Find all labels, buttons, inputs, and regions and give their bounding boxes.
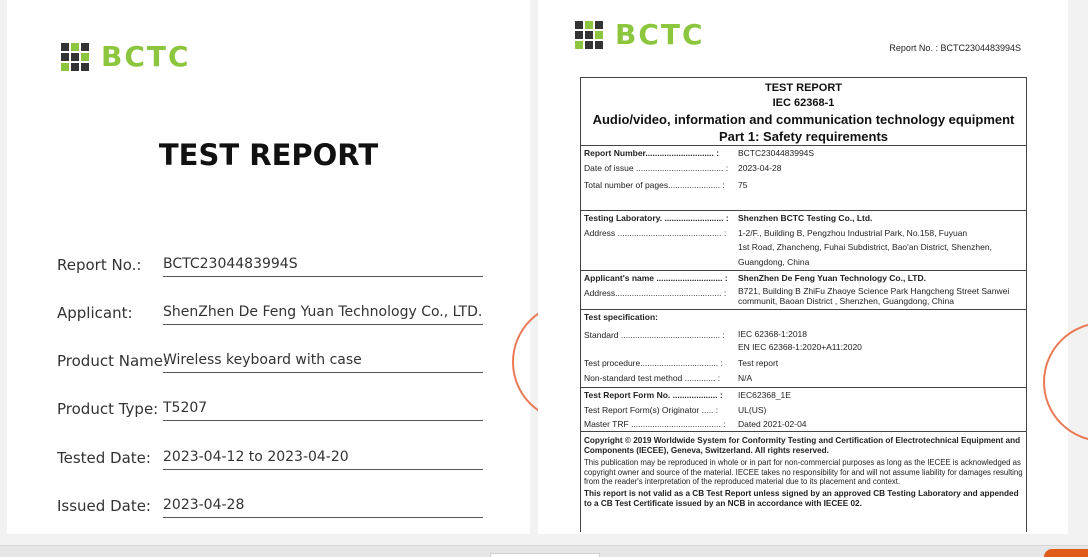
row-label: Standard .......................................... : xyxy=(584,330,725,340)
standard-line: EN IEC 62368-1:2020+A11:2020 xyxy=(738,342,862,352)
issued-date-field xyxy=(57,497,487,519)
field-value: Wireless keyboard with case xyxy=(163,352,483,373)
header-line: TEST REPORT xyxy=(764,82,842,94)
field-label: Applicant: xyxy=(57,304,133,322)
table-row xyxy=(581,211,1026,226)
corner-accent xyxy=(1044,549,1088,557)
row-value: Dated 2021-02-04 xyxy=(738,419,807,429)
trf-section xyxy=(581,388,1026,432)
standard-line: IEC 62368-1:2018 xyxy=(738,329,807,339)
row-value: Test report xyxy=(738,358,779,368)
field-value: 2023-04-12 to 2023-04-20 xyxy=(163,449,483,470)
address-line: 1-2/F., Building B, Pengzhou Industrial Park, No.158, Fuyuan xyxy=(738,227,968,238)
table-row xyxy=(581,271,1026,286)
header-line: Audio/video, information and communication technology equipment xyxy=(592,112,1015,127)
row-label: Report Number............................. : xyxy=(584,148,720,158)
row-label: Test Report Form No. ................... : xyxy=(584,390,723,400)
address-line: 1st Road, Zhancheng, Fuhai Subdistrict, Bao'an District, Shenzhen, xyxy=(738,242,992,252)
copyright-body: This publication may be reproduced in whole or in part for non-commercial purposes as long as the IECEE is acknowledged as copyright owner and source of the material. IECEE takes no responsibility for and will not assume liability for damages resulting from the reader's interpretation of the reproduced material due to its placement and context. xyxy=(584,458,1023,486)
address-line: Guangdong, China xyxy=(738,256,810,267)
row-value: IEC62368_1E xyxy=(738,390,791,400)
row-label: Date of issue ..................................... : xyxy=(584,162,729,173)
table-row xyxy=(581,356,1026,371)
row-label: Testing Laboratory. ......................... : xyxy=(584,213,729,223)
scrollbar-thumb[interactable] xyxy=(490,553,600,557)
row-value: BCTC2304483994S xyxy=(738,148,815,158)
header-line: Part 1: Safety requirements xyxy=(718,129,889,144)
field-label: Report No.: xyxy=(57,256,142,274)
lab-section xyxy=(581,211,1026,271)
validity-notice: This report is not valid as a CB Test Report unless signed by an approved CB Testing Laboratory and appended to a CB Test Certificate issued by an NCB in accordance with IECEE 02. xyxy=(584,488,1019,508)
field-label: Product Name: xyxy=(57,352,169,370)
copyright-section xyxy=(581,432,1026,509)
field-value: ShenZhen De Feng Yuan Technology Co., LTD. xyxy=(163,304,483,325)
table-row xyxy=(581,286,1026,308)
address-line: B721, Building B ZhiFu Zhaoye Science Park Hangcheng Street Sanwei xyxy=(738,285,1010,296)
row-value xyxy=(738,286,1023,306)
row-value xyxy=(738,226,1023,270)
table-row xyxy=(581,328,1026,356)
table-row xyxy=(581,388,1026,403)
bctc-logo xyxy=(61,40,191,73)
field-label: Product Type: xyxy=(57,400,159,418)
table-row xyxy=(581,371,1026,386)
test-spec-section xyxy=(581,310,1026,388)
row-label: Test Report Form(s) Originator ..... : xyxy=(584,404,719,415)
table-row xyxy=(581,403,1026,418)
row-value: ShenZhen De Feng Yuan Technology Co., LTD. xyxy=(738,273,926,283)
report-header xyxy=(581,78,1026,146)
field-label: Tested Date: xyxy=(57,449,151,467)
bctc-logo xyxy=(575,18,705,51)
address-line: communit, Baoan District , Shenzhen, Guangdong, China xyxy=(738,295,954,306)
report-page xyxy=(538,0,1068,534)
field-value: BCTC2304483994S xyxy=(163,256,483,277)
report-no-field xyxy=(57,256,487,278)
table-row xyxy=(581,310,1026,328)
applicant-field xyxy=(57,304,487,326)
row-label: Test procedure................................. : xyxy=(584,358,723,368)
report-number-header: Report No. : BCTC2304483994S xyxy=(889,43,1021,53)
row-label: Address............................................. : xyxy=(584,287,727,298)
bctc-logo-icon xyxy=(61,43,89,71)
row-label: Applicant's name ............................ : xyxy=(584,273,728,283)
table-row xyxy=(581,178,1026,193)
copyright-text xyxy=(581,432,1026,509)
product-type-field xyxy=(57,400,487,422)
section-title: Test specification: xyxy=(584,312,658,322)
row-value: Shenzhen BCTC Testing Co., Ltd. xyxy=(738,213,873,223)
row-label: Non-standard test method ............. : xyxy=(584,372,721,383)
table-row xyxy=(581,161,1026,178)
table-row xyxy=(581,226,1026,270)
row-value: 2023-04-28 xyxy=(738,162,782,173)
product-name-field xyxy=(57,352,487,374)
row-label: Address ............................................ : xyxy=(584,227,727,238)
field-value: 2023-04-28 xyxy=(163,497,483,518)
cover-page xyxy=(7,0,530,534)
bctc-logo-icon xyxy=(575,21,603,49)
field-value: T5207 xyxy=(163,400,483,421)
row-value: 75 xyxy=(738,179,748,190)
report-section xyxy=(581,146,1026,211)
logo-text: BCTC xyxy=(615,18,705,51)
table-row xyxy=(581,417,1026,432)
row-label: Total number of pages...................... : xyxy=(584,179,725,190)
cover-title: TEST REPORT xyxy=(158,138,379,172)
row-value xyxy=(738,328,1023,354)
row-value: N/A xyxy=(738,372,753,383)
field-label: Issued Date: xyxy=(57,497,151,515)
header-line: IEC 62368-1 xyxy=(772,97,835,109)
tested-date-field xyxy=(57,449,487,471)
row-label: Master TRF ...................................... : xyxy=(584,419,726,429)
applicant-section xyxy=(581,271,1026,310)
logo-text: BCTC xyxy=(101,40,191,73)
copyright-heading: Copyright © 2019 Worldwide System for Conformity Testing and Certification of Electrotechnical Equipment and Components (IECEE), Geneva, Switzerland. All rights reserved. xyxy=(584,436,1021,455)
report-table xyxy=(580,77,1027,532)
row-value: UL(US) xyxy=(738,404,767,415)
table-row xyxy=(581,146,1026,161)
